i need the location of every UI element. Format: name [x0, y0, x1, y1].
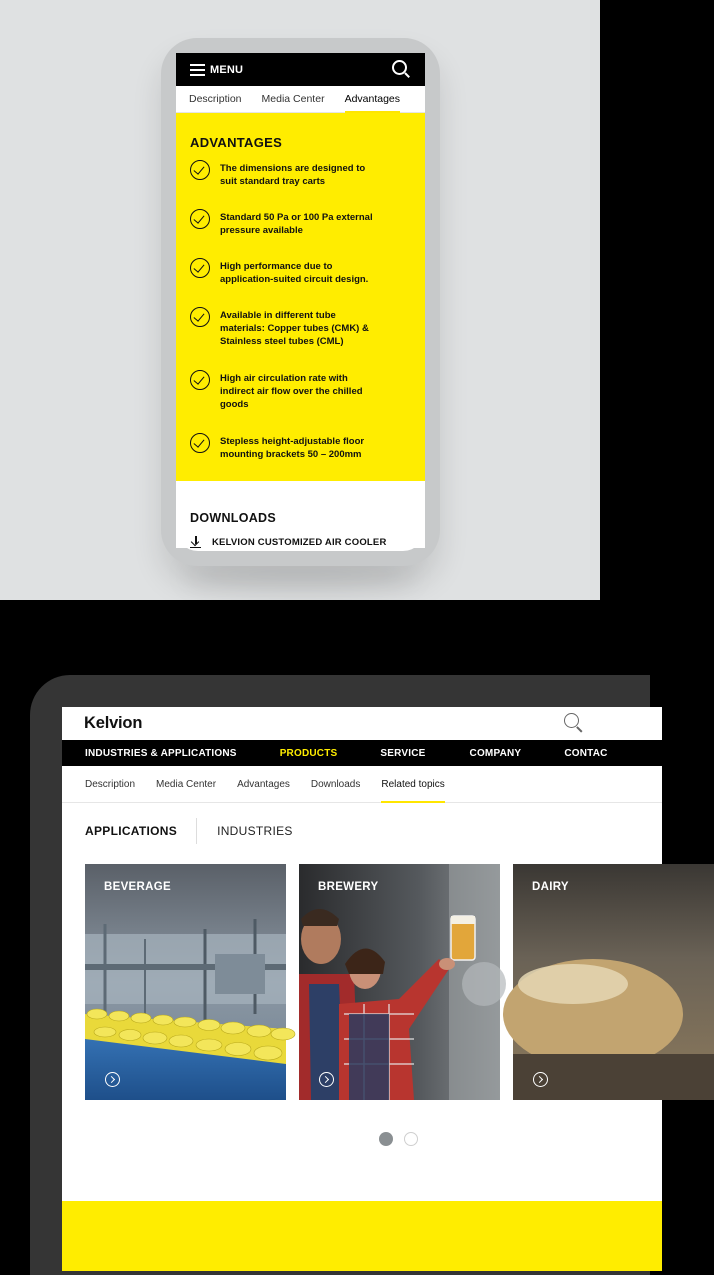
arrow-right-circle-icon[interactable]: [105, 1072, 120, 1087]
beverage-image: [85, 864, 286, 1100]
advantage-text: Available in different tube materials: Copper tubes (CMK) & Stainless steel tubes (CML): [220, 310, 369, 347]
filter-applications[interactable]: APPLICATIONS: [85, 823, 178, 838]
brewery-image: [299, 864, 500, 1100]
advantage-text: The dimensions are designed to suit standard tray carts: [220, 163, 366, 187]
advantage-item: [190, 158, 411, 207]
search-icon[interactable]: [392, 60, 411, 79]
tab-description[interactable]: Description: [189, 92, 242, 105]
tab-advantages[interactable]: Advantages: [345, 86, 400, 113]
downloads-section: [176, 481, 425, 548]
check-circle-icon: [190, 160, 210, 180]
check-circle-icon: [190, 433, 210, 453]
advantages-panel: [176, 113, 425, 481]
check-circle-icon: [190, 307, 210, 327]
download-link[interactable]: [190, 536, 411, 548]
check-circle-icon: [190, 209, 210, 229]
nav-products[interactable]: PRODUCTS: [279, 747, 338, 759]
tablet-mockup-section: [0, 600, 608, 1200]
tablet-screen: [62, 707, 662, 1267]
check-circle-icon: [190, 258, 210, 278]
menu-label: MENU: [210, 63, 244, 76]
nav-company[interactable]: COMPANY: [469, 747, 522, 759]
dairy-image: [513, 864, 714, 1100]
tab-media-center[interactable]: Media Center: [261, 92, 325, 105]
phone-screen: [176, 53, 425, 551]
main-nav: [62, 740, 662, 766]
card-brewery[interactable]: [299, 864, 500, 1100]
arrow-right-circle-icon[interactable]: [319, 1072, 334, 1087]
card-title: DAIRY: [532, 881, 569, 893]
hamburger-icon: [190, 64, 205, 76]
nav-service[interactable]: SERVICE: [380, 747, 426, 759]
kelvion-logo[interactable]: Kelvion: [84, 714, 143, 732]
mobile-tabs: [176, 86, 425, 113]
check-circle-icon: [190, 370, 210, 390]
download-label: KELVION CUSTOMIZED AIR COOLER: [212, 536, 387, 548]
tab-related-topics[interactable]: Related topics: [381, 766, 444, 803]
tab-description[interactable]: Description: [85, 778, 136, 790]
advantage-item: [190, 256, 411, 305]
pagination-dot[interactable]: [404, 1132, 418, 1146]
advantages-list: [190, 158, 411, 471]
product-subtabs: [62, 766, 662, 803]
card-beverage[interactable]: [85, 864, 286, 1100]
pagination-dot-active[interactable]: [379, 1132, 393, 1146]
tab-media-center[interactable]: Media Center: [156, 778, 217, 790]
footer-yellow-band: [62, 1201, 662, 1271]
arrow-right-circle-icon[interactable]: [533, 1072, 548, 1087]
mobile-mockup-section: [0, 0, 600, 600]
filter-industries[interactable]: INDUSTRIES: [217, 823, 293, 838]
tab-downloads[interactable]: Downloads: [310, 778, 361, 790]
downloads-title: DOWNLOADS: [190, 511, 277, 525]
carousel-pagination: [379, 1132, 418, 1146]
tab-advantages[interactable]: Advantages: [237, 778, 290, 790]
filter-divider: [196, 818, 197, 844]
mobile-header: [176, 53, 425, 86]
tablet-frame: [30, 675, 650, 1275]
advantage-item: [190, 431, 411, 471]
card-title: BREWERY: [318, 881, 379, 893]
tablet-header: [62, 707, 662, 740]
phone-frame: [161, 38, 440, 566]
advantage-text: High air circulation rate with indirect air flow over the chilled goods: [220, 373, 363, 410]
card-dairy[interactable]: [513, 864, 714, 1100]
advantages-title: ADVANTAGES: [190, 135, 283, 150]
advantage-text: Standard 50 Pa or 100 Pa external pressure available: [220, 212, 373, 236]
advantage-item: [190, 305, 411, 368]
download-icon: [190, 536, 201, 548]
topic-filters: [62, 803, 662, 858]
application-carousel: [85, 864, 685, 1100]
card-title: BEVERAGE: [104, 881, 171, 893]
advantage-item: [190, 207, 411, 256]
nav-industries-applications[interactable]: INDUSTRIES & APPLICATIONS: [85, 747, 237, 759]
advantage-text: High performance due to application-suited circuit design.: [220, 261, 369, 285]
nav-contact[interactable]: CONTAC: [564, 747, 608, 759]
advantage-item: [190, 368, 411, 431]
advantage-text: Stepless height-adjustable floor mounting brackets 50 – 200mm: [220, 436, 365, 460]
menu-button[interactable]: [190, 64, 243, 76]
search-icon[interactable]: [564, 713, 584, 733]
